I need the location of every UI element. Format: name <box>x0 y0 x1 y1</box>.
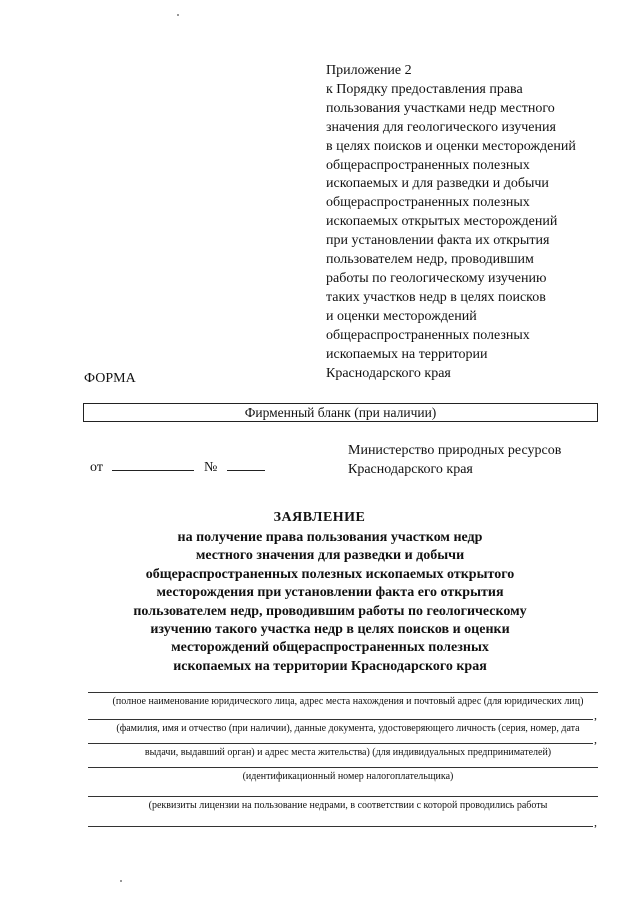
legal-name-caption: (полное наименование юридического лица, адрес места нахождения и почтовый адрес (для юридических лиц) <box>112 696 584 707</box>
appendix-line: при установлении факта их открытия <box>326 233 550 249</box>
comma: , <box>594 732 597 746</box>
appendix-line: ископаемых открытых месторождений <box>326 214 558 230</box>
license-field-cont[interactable] <box>88 826 593 827</box>
number-blank[interactable] <box>227 458 265 471</box>
from-label: от <box>90 460 103 475</box>
appendix-line: работы по геологическому изучению <box>326 270 547 286</box>
legal-name-field[interactable] <box>88 692 598 693</box>
appendix-line: общераспространенных полезных <box>326 195 530 211</box>
addressee <box>348 441 561 479</box>
letterhead-box: Фирменный бланк (при наличии) <box>83 403 598 422</box>
comma: , <box>594 815 597 829</box>
subtitle-line: месторождений общераспространенных полезных <box>171 640 489 656</box>
legal-name-field-cont[interactable] <box>88 719 593 720</box>
appendix-line: общераспространенных полезных <box>326 327 530 343</box>
date-number-row <box>90 458 265 476</box>
form-label: ФОРМА <box>84 371 136 386</box>
tin-caption: (идентификационный номер налогоплательщика) <box>242 771 454 782</box>
subtitle-line: месторождения при установлении факта его открытия <box>156 585 504 601</box>
comma: , <box>594 708 597 722</box>
application-subtitle <box>90 529 570 676</box>
subtitle-line: ископаемых на территории Краснодарского края <box>173 658 487 674</box>
license-field[interactable] <box>88 796 598 797</box>
number-sign: № <box>203 460 218 475</box>
application-title: ЗАЯВЛЕНИЕ <box>273 510 366 525</box>
subtitle-line: пользователем недр, проводившим работы по геологическому <box>133 603 527 619</box>
appendix-header <box>326 62 626 383</box>
scan-speck <box>120 880 122 882</box>
appendix-line: Приложение 2 <box>326 63 412 78</box>
addressee-line: Краснодарского края <box>348 462 473 477</box>
scan-speck <box>177 14 179 16</box>
subtitle-line: общераспространенных полезных ископаемых открытого <box>145 566 515 582</box>
appendix-line: значения для геологического изучения <box>326 119 556 135</box>
person-caption-line2: выдачи, выдавший орган) и адрес места жительства) (для индивидуальных предпринимателей) <box>144 747 552 758</box>
date-blank[interactable] <box>112 458 194 471</box>
subtitle-line: на получение права пользования участком недр <box>177 530 483 545</box>
appendix-line: общераспространенных полезных <box>326 157 530 173</box>
subtitle-line: местного значения для разведки и добычи <box>195 548 465 564</box>
addressee-line: Министерство природных ресурсов <box>348 443 562 458</box>
appendix-line: в целях поисков и оценки месторождений <box>326 138 576 154</box>
appendix-line: пользования участками недр местного <box>326 100 555 116</box>
subtitle-line: изучению такого участка недр в целях поисков и оценки <box>150 622 510 638</box>
appendix-line: ископаемых на территории <box>326 346 488 362</box>
person-caption-line1: (фамилия, имя и отчество (при наличии), данные документа, удостоверяющего личность (серия, номер, дата <box>116 723 580 734</box>
appendix-line: Краснодарского края <box>326 365 451 381</box>
tin-field[interactable] <box>88 767 598 768</box>
appendix-line: к Порядку предоставления права <box>326 81 523 97</box>
appendix-line: и оценки месторождений <box>326 308 477 324</box>
appendix-line: пользователем недр, проводившим <box>326 252 534 268</box>
license-caption: (реквизиты лицензии на пользование недрами, в соответствии с которой проводились работы <box>148 800 548 811</box>
appendix-line: таких участков недр в целях поисков <box>326 289 546 305</box>
appendix-line: ископаемых и для разведки и добычи <box>326 176 549 192</box>
person-field[interactable] <box>88 743 593 744</box>
